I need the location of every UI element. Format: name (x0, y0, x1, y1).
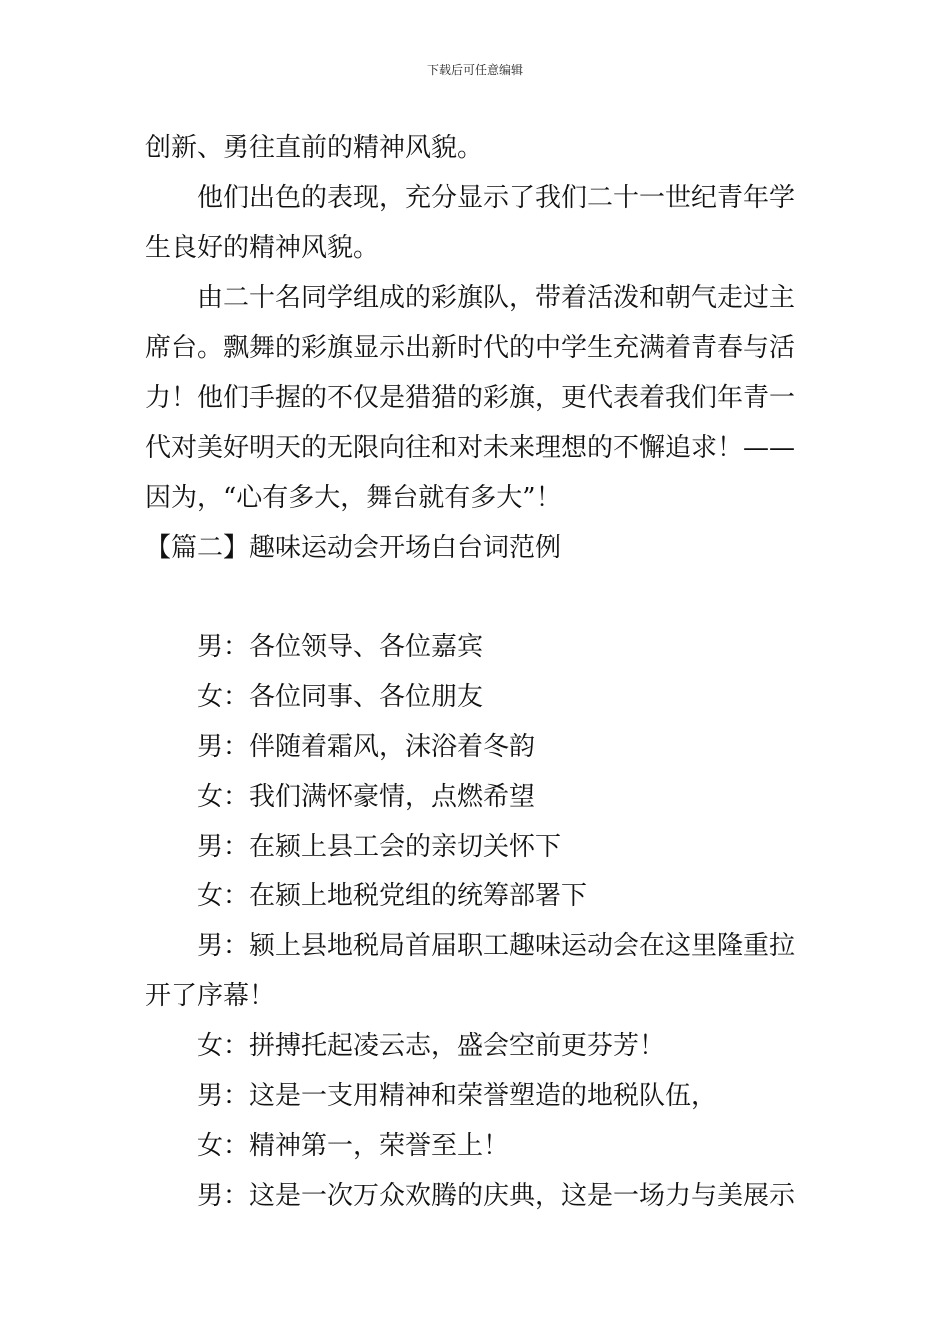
dialogue-line: 开了序幕！ (145, 981, 276, 1011)
dialogue-line: 男：这是一次万众欢腾的庆典，这是一场力与美展示 (197, 1181, 796, 1211)
text-line: 席台。飘舞的彩旗显示出新时代的中学生充满着青春与活 (145, 333, 796, 363)
text-line: 代对美好明天的无限向往和对未来理想的不懈追求！—— (145, 433, 796, 463)
dialogue-line: 女：拼搏托起凌云志，盛会空前更芬芳！ (197, 1031, 666, 1061)
dialogue-line: 男：各位领导、各位嘉宾 (197, 632, 484, 662)
dialogue-line: 女：精神第一，荣誉至上！ (197, 1131, 510, 1161)
text-line: 由二十名同学组成的彩旗队，带着活泼和朝气走过主 (197, 283, 796, 313)
dialogue-line: 女：各位同事、各位朋友 (197, 682, 484, 712)
section-heading: 【篇二】趣味运动会开场白台词范例 (145, 533, 562, 563)
dialogue-line: 男：在颍上县工会的亲切关怀下 (197, 832, 562, 862)
text-line: 他们出色的表现，充分显示了我们二十一世纪青年学 (197, 183, 796, 213)
dialogue-line: 男：颍上县地税局首届职工趣味运动会在这里隆重拉 (197, 931, 796, 961)
text-line: 生良好的精神风貌。 (145, 233, 380, 263)
text-line: 因为，“心有多大，舞台就有多大”！ (145, 483, 562, 513)
text-line: 力！他们手握的不仅是猎猎的彩旗，更代表着我们年青一 (145, 383, 796, 413)
dialogue-line: 男：这是一支用精神和荣誉塑造的地税队伍， (197, 1081, 718, 1111)
dialogue-line: 男：伴随着霜风，沫浴着冬韵 (197, 732, 536, 762)
dialogue-line: 女：我们满怀豪情，点燃希望 (197, 782, 536, 812)
dialogue-line: 女：在颍上地税党组的统筹部署下 (197, 881, 588, 911)
text-line: 创新、勇往直前的精神风貌。 (145, 133, 484, 163)
page-header: 下载后可任意编辑 (426, 63, 523, 77)
